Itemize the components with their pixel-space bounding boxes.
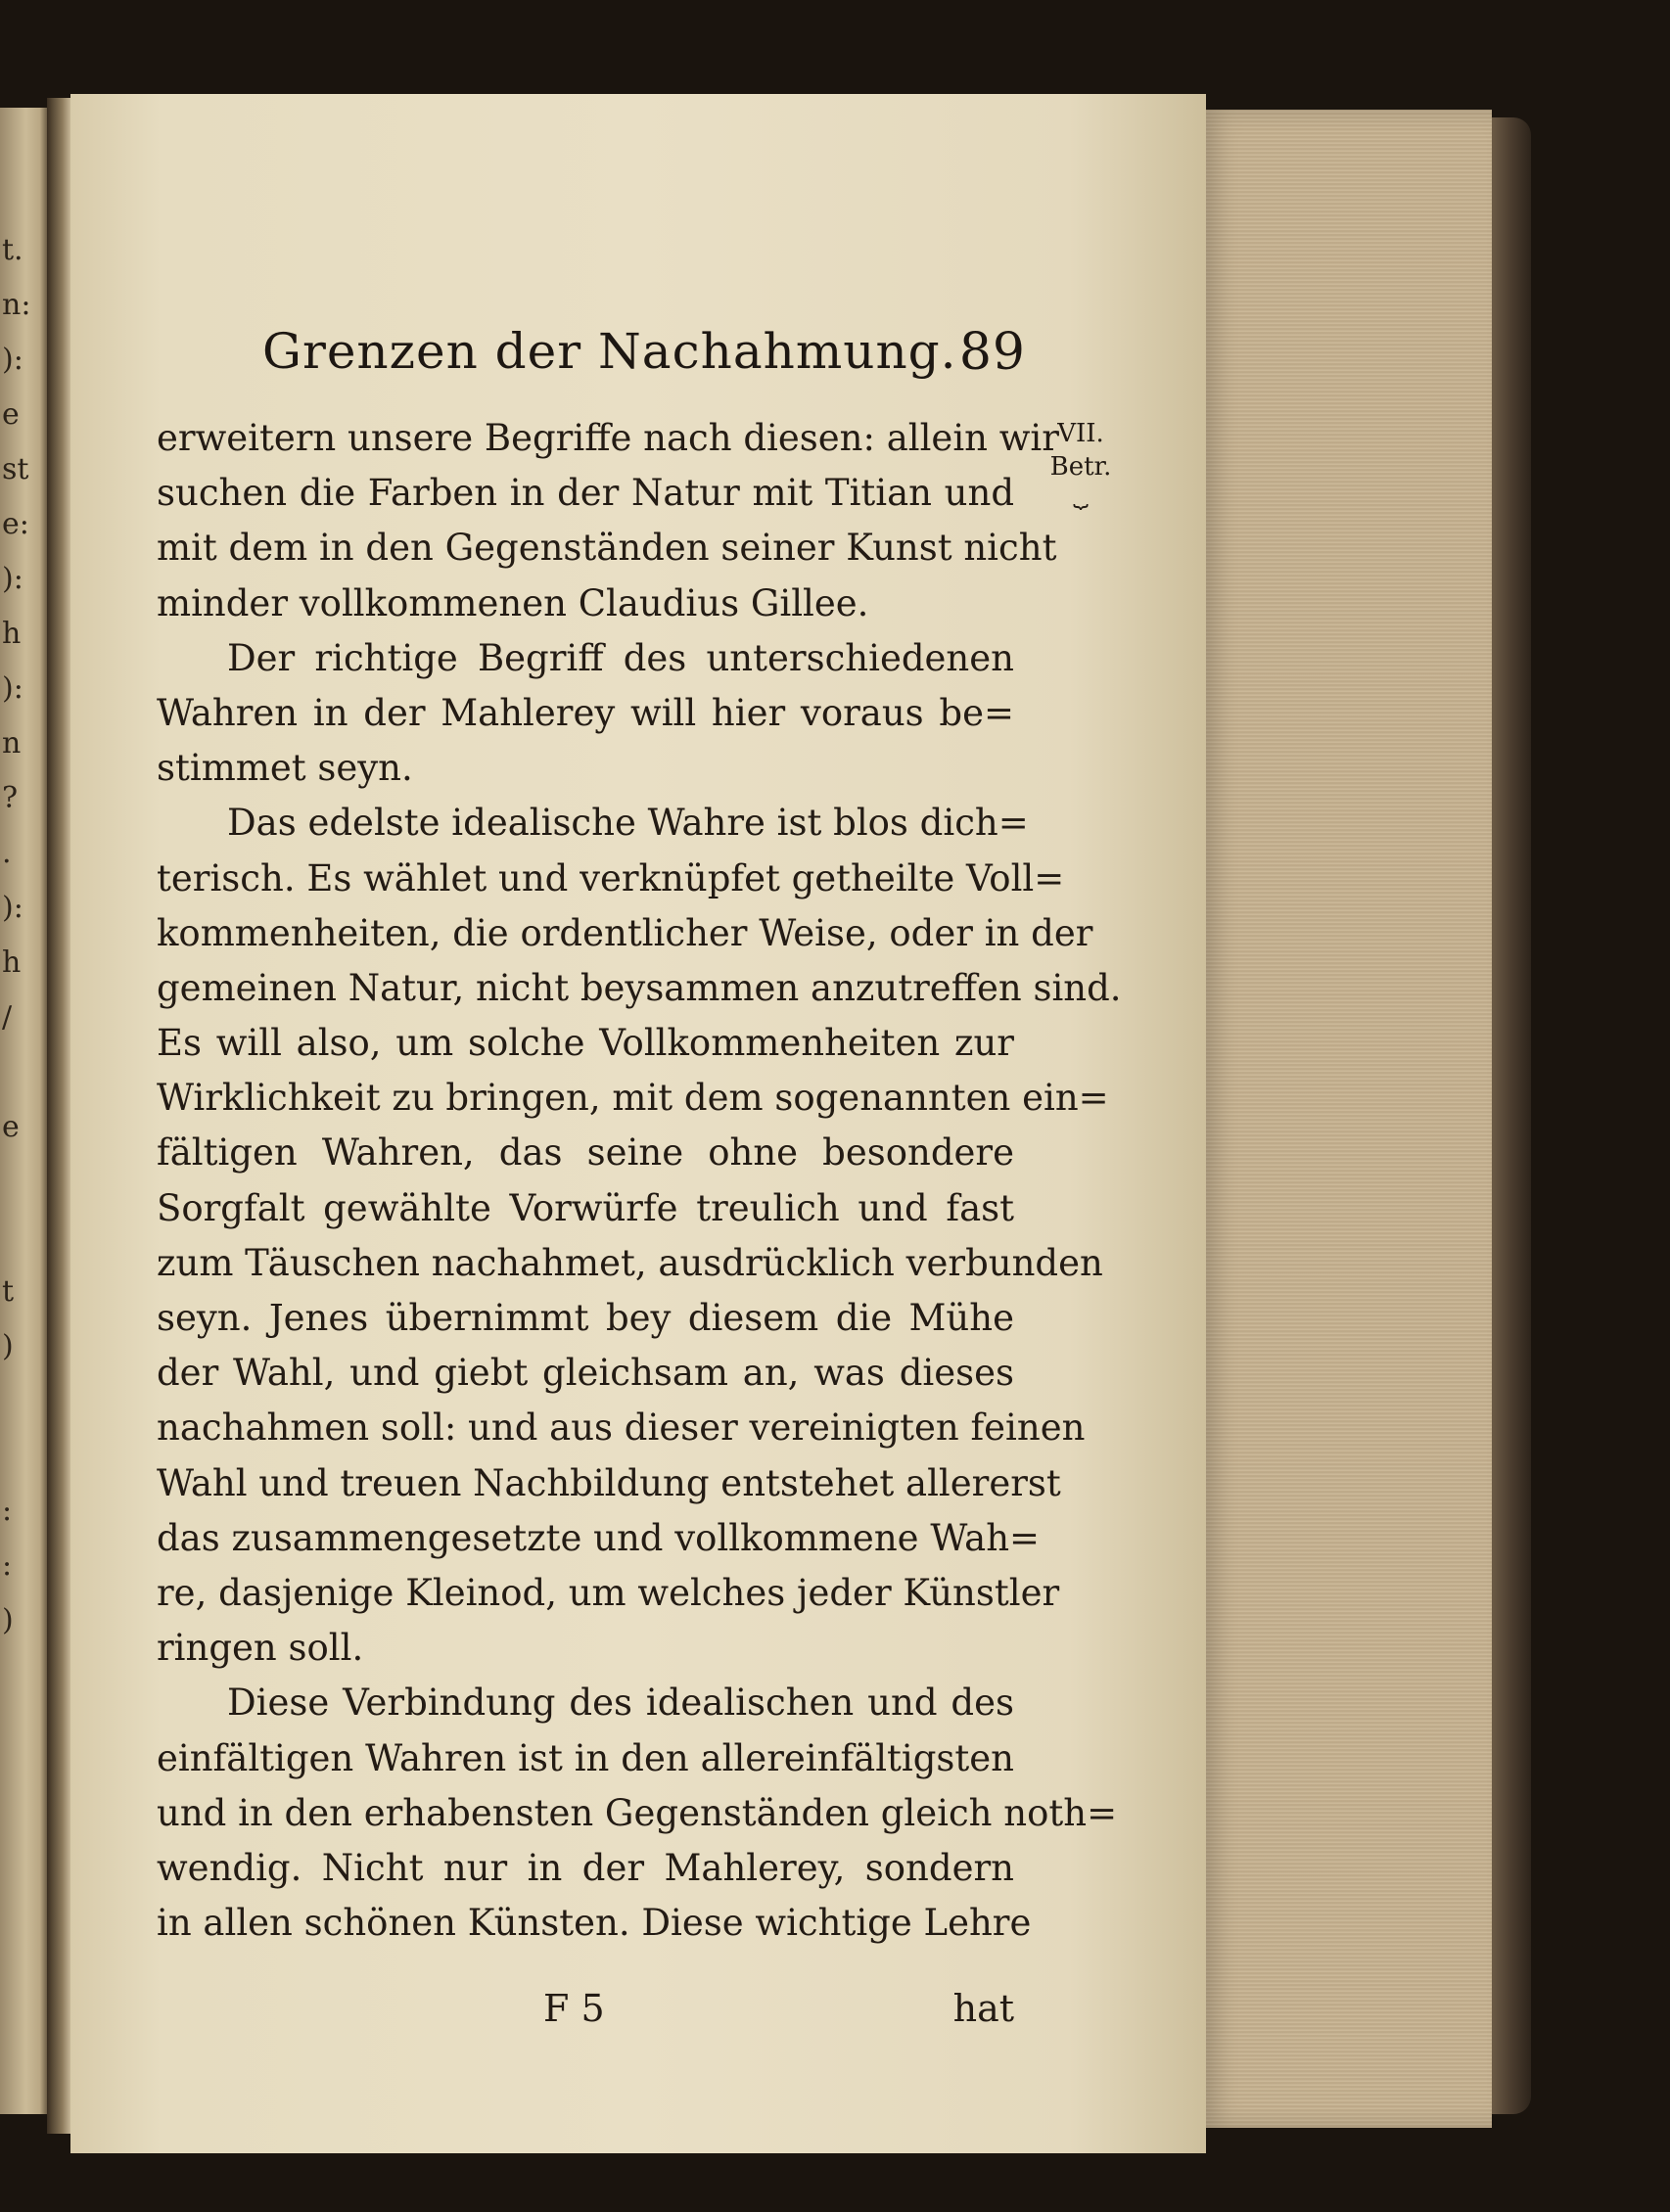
book-gutter <box>47 98 72 2134</box>
text-line: zum Täuschen nachahmet, ausdrücklich verbunden <box>157 1241 1103 1284</box>
text-line: Sorgfalt gewählte Vorwürfe treulich und fast <box>157 1186 1014 1229</box>
text-line: Das edelste idealische Wahre ist blos dich= <box>227 802 1029 845</box>
text-line: mit dem in den Gegenständen seiner Kunst nicht <box>157 527 1057 570</box>
text-line: re, dasjenige Kleinod, um welches jeder Künstler <box>157 1571 1060 1614</box>
text-line: stimmet seyn. <box>157 747 413 790</box>
page-number: 89 <box>958 323 1026 382</box>
previous-page-fragment: ): <box>2 671 23 706</box>
previous-page-fragment: h <box>2 945 22 980</box>
page-block-edges <box>1198 110 1492 2128</box>
text-line: fältigen Wahren, das seine ohne besondere <box>157 1131 1014 1175</box>
previous-page-fragment: ) <box>2 1329 14 1363</box>
text-line: wendig. Nicht nur in der Mahlerey, sondern <box>157 1846 1014 1889</box>
running-header <box>262 317 1026 395</box>
text-line: in allen schönen Künsten. Diese wichtige Lehre <box>157 1902 1032 1945</box>
previous-page-edge <box>0 108 47 2114</box>
text-line: erweitern unsere Begriffe nach diesen: allein wir <box>157 417 1059 459</box>
margin-note-chapter: VII. <box>1057 419 1104 448</box>
previous-page-fragment: n: <box>2 288 31 322</box>
text-line: Diese Verbindung des idealischen und des <box>227 1682 1014 1725</box>
text-line: Wahl und treuen Nachbildung entstehet allererst <box>157 1461 1061 1504</box>
margin-note-label: Betr. <box>1049 452 1112 482</box>
previous-page-fragment: ) <box>2 1603 14 1637</box>
catchword: hat <box>952 1987 1014 2030</box>
previous-page-fragment: . <box>2 836 12 870</box>
previous-page-fragment: t <box>2 1274 15 1309</box>
previous-page-fragment: ): <box>2 343 23 377</box>
text-line: einfältigen Wahren ist in den allereinfältigsten <box>157 1736 1014 1779</box>
text-line: der Wahl, und giebt gleichsam an, was dieses <box>157 1352 1014 1395</box>
previous-page-fragment: ? <box>2 781 19 815</box>
text-line: kommenheiten, die ordentlicher Weise, oder in der <box>157 911 1093 954</box>
text-line: ringen soll. <box>157 1627 364 1670</box>
book-cover-edge <box>1492 117 1531 2114</box>
previous-page-fragment: e <box>2 397 20 432</box>
running-title: Grenzen der Nachahmung. <box>262 323 957 380</box>
signature-mark: F 5 <box>543 1987 605 2030</box>
text-line: das zusammengesetzte und vollkommene Wah= <box>157 1516 1041 1559</box>
text-line: Wirklichkeit zu bringen, mit dem sogenannten ein= <box>157 1077 1109 1120</box>
previous-page-fragment: h <box>2 617 22 651</box>
previous-page-fragment: / <box>2 1000 13 1035</box>
previous-page-fragment: n <box>2 726 22 760</box>
text-line: und in den erhabensten Gegenständen gleich noth= <box>157 1791 1118 1834</box>
book-page <box>70 94 1206 2153</box>
previous-page-fragment: e: <box>2 507 29 541</box>
previous-page-fragment: e <box>2 1110 20 1144</box>
margin-brace-icon: ⏟ <box>1073 480 1089 509</box>
text-line: Wahren in der Mahlerey will hier voraus be= <box>157 691 1014 734</box>
text-line: terisch. Es wählet und verknüpfet getheilte Voll= <box>157 856 1065 899</box>
text-line: Es will also, um solche Vollkommenheiten zur <box>157 1022 1014 1065</box>
text-line: nachahmen soll: und aus dieser vereinigten feinen <box>157 1406 1086 1450</box>
previous-page-fragment: ): <box>2 562 23 596</box>
text-line: seyn. Jenes übernimmt bey diesem die Mühe <box>157 1297 1014 1339</box>
previous-page-fragment: : <box>2 1494 13 1528</box>
text-line: suchen die Farben in der Natur mit Titian und <box>157 472 1014 515</box>
text-line: Der richtige Begriff des unterschiedenen <box>227 636 1014 679</box>
previous-page-fragment: st <box>2 452 29 486</box>
previous-page-fragment: ): <box>2 891 23 925</box>
page-footer <box>157 1987 1014 2046</box>
previous-page-fragment: : <box>2 1548 13 1583</box>
text-line: gemeinen Natur, nicht beysammen anzutreffen sind. <box>157 966 1122 1009</box>
text-line: minder vollkommenen Claudius Gillee. <box>157 581 869 624</box>
previous-page-fragment: t. <box>2 233 23 267</box>
